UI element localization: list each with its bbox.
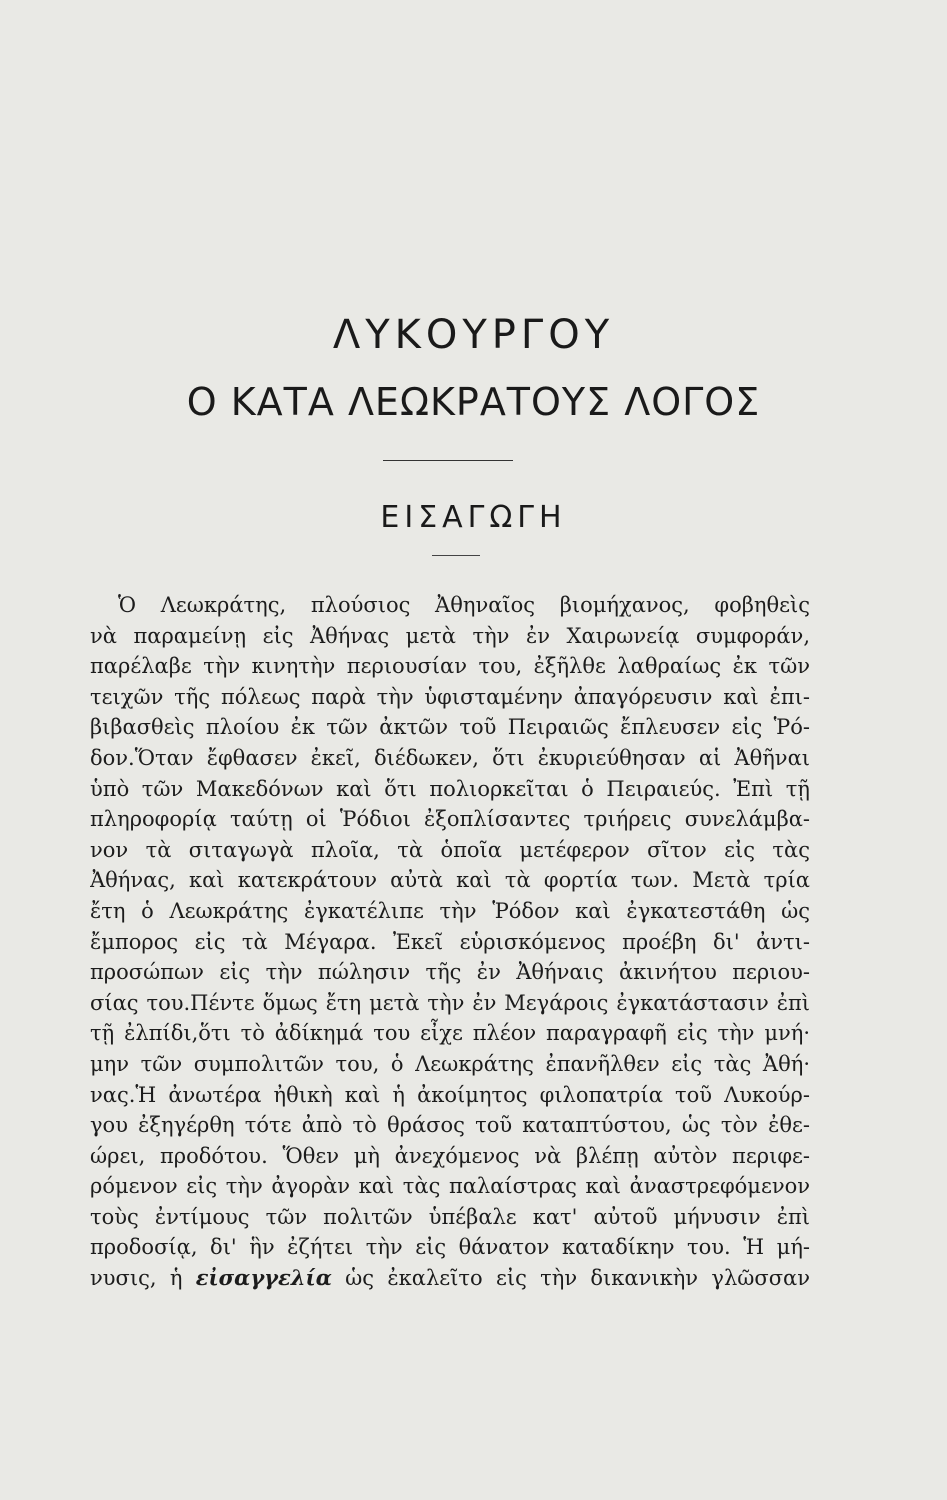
text-line: νας.Ἡ ἀνωτέρα ἠθικὴ καὶ ἡ ἀκοίμητος φιλοπατρία τοῦ Λυκούρ- (90, 1082, 810, 1107)
text-line: Ἀθήνας, καὶ κατεκράτουν αὐτὰ καὶ τὰ φορτία των. Μετὰ τρία (90, 868, 810, 893)
text-line: νον τὰ σιταγωγὰ πλοῖα, τὰ ὁποῖα μετέφερον σῖτον εἰς τὰς (90, 837, 810, 862)
text-line: Ὁ Λεωκράτης, πλούσιος Ἀθηναῖος βιομήχανος, φοβηθεὶς (118, 593, 810, 617)
speech-title: Ο ΚΑΤΑ ΛΕΩΚΡΑΤΟΥΣ ΛΟΓΟΣ (186, 380, 761, 424)
text-line-final (90, 1263, 810, 1294)
text-line: πληροφορίᾳ ταύτῃ οἱ Ῥόδιοι ἐξοπλίσαντες τριήρεις συνελάμβα- (90, 807, 810, 832)
text-line: τῇ ἐλπίδι,ὅτι τὸ ἀδίκημά του εἶχε πλέον παραγραφῆ εἰς τὴν μνή· (90, 1021, 810, 1046)
text-line: σίας του.Πέντε ὅμως ἔτη μετὰ τὴν ἐν Μεγάροις ἐγκατάστασιν ἐπὶ (90, 990, 810, 1015)
text-line: γου ἐξηγέρθη τότε ἀπὸ τὸ θράσος τοῦ καταπτύστου, ὡς τὸν ἐθε- (90, 1113, 810, 1138)
heading-divider (432, 555, 480, 556)
text-line: προδοσίᾳ, δι' ἣν ἐζήτει τὴν εἰς θάνατον καταδίκην του. Ἡ μή- (90, 1235, 810, 1260)
text-line: παρέλαβε τὴν κινητὴν περιουσίαν του, ἐξῆλθε λαθραίως ἐκ τῶν (90, 654, 810, 679)
final-line-end: ὡς ἐκαλεῖτο εἰς τὴν δικανικὴν γλῶσσαν (331, 1266, 810, 1291)
text-line: βιβασθεὶς πλοίου ἐκ τῶν ἀκτῶν τοῦ Πειραιῶς ἔπλευσεν εἰς Ῥό- (90, 715, 810, 740)
title-divider (383, 460, 513, 461)
text-line: νὰ παραμείνῃ εἰς Ἀθήνας μετὰ τὴν ἐν Χαιρωνείᾳ συμφοράν, (90, 623, 810, 648)
text-line: μην τῶν συμπολιτῶν του, ὁ Λεωκράτης ἐπανῆλθεν εἰς τὰς Ἀθή· (90, 1051, 810, 1076)
author-title: ΛΥΚΟΥΡΓΟΥ (332, 312, 615, 358)
body-text (90, 590, 810, 1294)
text-line: ὑπὸ τῶν Μακεδόνων καὶ ὅτι πολιορκεῖται ὁ Πειραιεύς. Ἐπὶ τῇ (90, 776, 810, 801)
text-line: τοὺς ἐντίμους τῶν πολιτῶν ὑπέβαλε κατ' αὐτοῦ μήνυσιν ἐπὶ (90, 1204, 810, 1229)
text-line: δον.Ὅταν ἔφθασεν ἐκεῖ, διέδωκεν, ὅτι ἐκυριεύθησαν αἱ Ἀθῆναι (90, 745, 810, 770)
emphasized-term: εἰσαγγελία (195, 1265, 332, 1291)
text-line: προσώπων εἰς τὴν πώλησιν τῆς ἐν Ἀθήναις ἀκινήτου περιου- (90, 960, 810, 985)
final-line-start: νυσις, ἡ (90, 1266, 196, 1291)
text-line: ἔτη ὁ Λεωκράτης ἐγκατέλιπε τὴν Ῥόδον καὶ ἐγκατεστάθη ὡς (90, 898, 810, 923)
section-heading: ΕΙΣΑΓΩΓΗ (380, 500, 567, 535)
text-line: τειχῶν τῆς πόλεως παρὰ τὴν ὑφισταμένην ἀπαγόρευσιν καὶ ἐπι- (90, 684, 810, 709)
text-line: ώρει, προδότου. Ὅθεν μὴ ἀνεχόμενος νὰ βλέπῃ αὐτὸν περιφε- (90, 1143, 810, 1168)
text-line: ἔμπορος εἰς τὰ Μέγαρα. Ἐκεῖ εὑρισκόμενος προέβη δι' ἀντι- (90, 929, 810, 954)
text-line: ρόμενον εἰς τὴν ἀγορὰν καὶ τὰς παλαίστρας καὶ ἀναστρεφόμενον (90, 1174, 810, 1199)
